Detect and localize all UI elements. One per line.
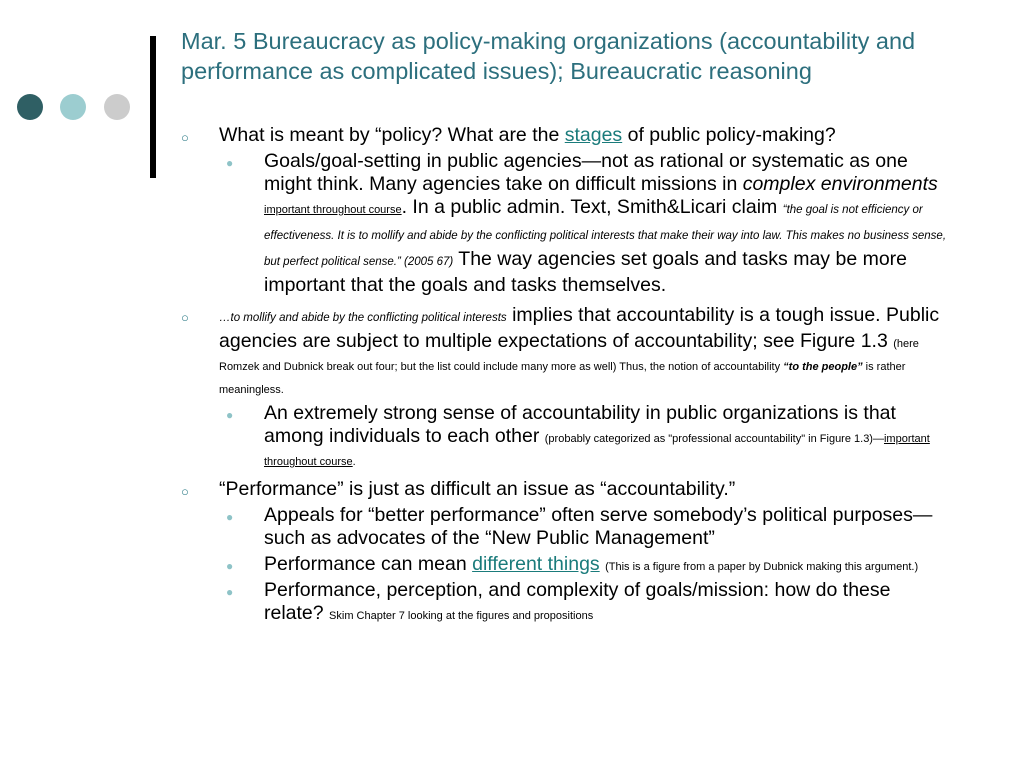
hollow-bullet-icon: ○	[181, 484, 189, 499]
subbullet-better-performance: ● Appeals for “better performance” often serve somebody’s political purposes—such as advocates of the “New Public Management”	[226, 504, 933, 549]
decorative-dot-dark	[17, 94, 43, 120]
subbullet-professional-accountability: ● An extremely strong sense of accountability in public organizations is that among individuals to each other (probably categorized as "professional accountability" in Figure 1.3)—important throughout course.	[226, 402, 930, 468]
decorative-vertical-bar	[150, 36, 156, 178]
slide-body	[181, 117, 951, 625]
decorative-dot-light	[60, 94, 86, 120]
filled-bullet-icon: ●	[226, 559, 234, 573]
important-note: important throughout course	[264, 433, 930, 468]
different-things-link[interactable]: different things	[472, 553, 600, 575]
subbullet-goal-setting: ● Goals/goal-setting in public agencies—not as rational or systematic as one might think. Many agencies take on difficult missions in complex environments important throughout course. In a public admin. Text, Smith&Licari claim “the goal is not efficiency or effectiveness. It is to mollify and abide by the conflicting political interests that make their way into law. This makes no business sense, but perfect political sense.” (2005 67) The way agencies set goals and tasks may be more important that the goals and tasks themselves.	[226, 150, 947, 296]
subbullet-different-things: ● Performance can mean different things (This is a figure from a paper by Dubnick making this argument.)	[226, 553, 951, 576]
bullet-accountability: ○ …to mollify and abide by the conflicting political interests implies that accountability is a tough issue. Public agencies are subject to multiple expectations of accountability; see Figure 1.3 (here Romzek and Dubnick break out four; but the list could include many more as well) Thus, the notion of accountability “to the people” is rather meaningless.	[181, 304, 940, 396]
hollow-bullet-icon: ○	[181, 130, 189, 145]
stages-link[interactable]: stages	[564, 124, 623, 146]
subbullet-perception-complexity: ● Performance, perception, and complexity of goals/mission: how do these relate? Skim Chapter 7 looking at the figures and propositions	[226, 579, 891, 624]
filled-bullet-icon: ●	[226, 585, 234, 599]
bullet-performance: ○ “Performance” is just as difficult an issue as “accountability.”	[181, 478, 951, 501]
hollow-bullet-icon: ○	[181, 310, 189, 325]
slide-title: Mar. 5 Bureaucracy as policy-making organizations (accountability and performance as complicated issues); Bureaucratic reasoning	[181, 28, 916, 84]
filled-bullet-icon: ●	[226, 510, 234, 524]
smith-licari-quote: “the goal is not efficiency or effectiveness. It is to mollify and abide by the conflicting political interests that make their way into law. This makes no business sense, but perfect political sense.” (2005 67)	[264, 204, 947, 268]
filled-bullet-icon: ●	[226, 408, 234, 422]
decorative-dot-grey	[104, 94, 130, 120]
important-note: important throughout course	[264, 204, 402, 216]
bullet-policy-stages: ○ What is meant by “policy? What are the stages of public policy-making?	[181, 124, 951, 147]
filled-bullet-icon: ●	[226, 156, 234, 170]
